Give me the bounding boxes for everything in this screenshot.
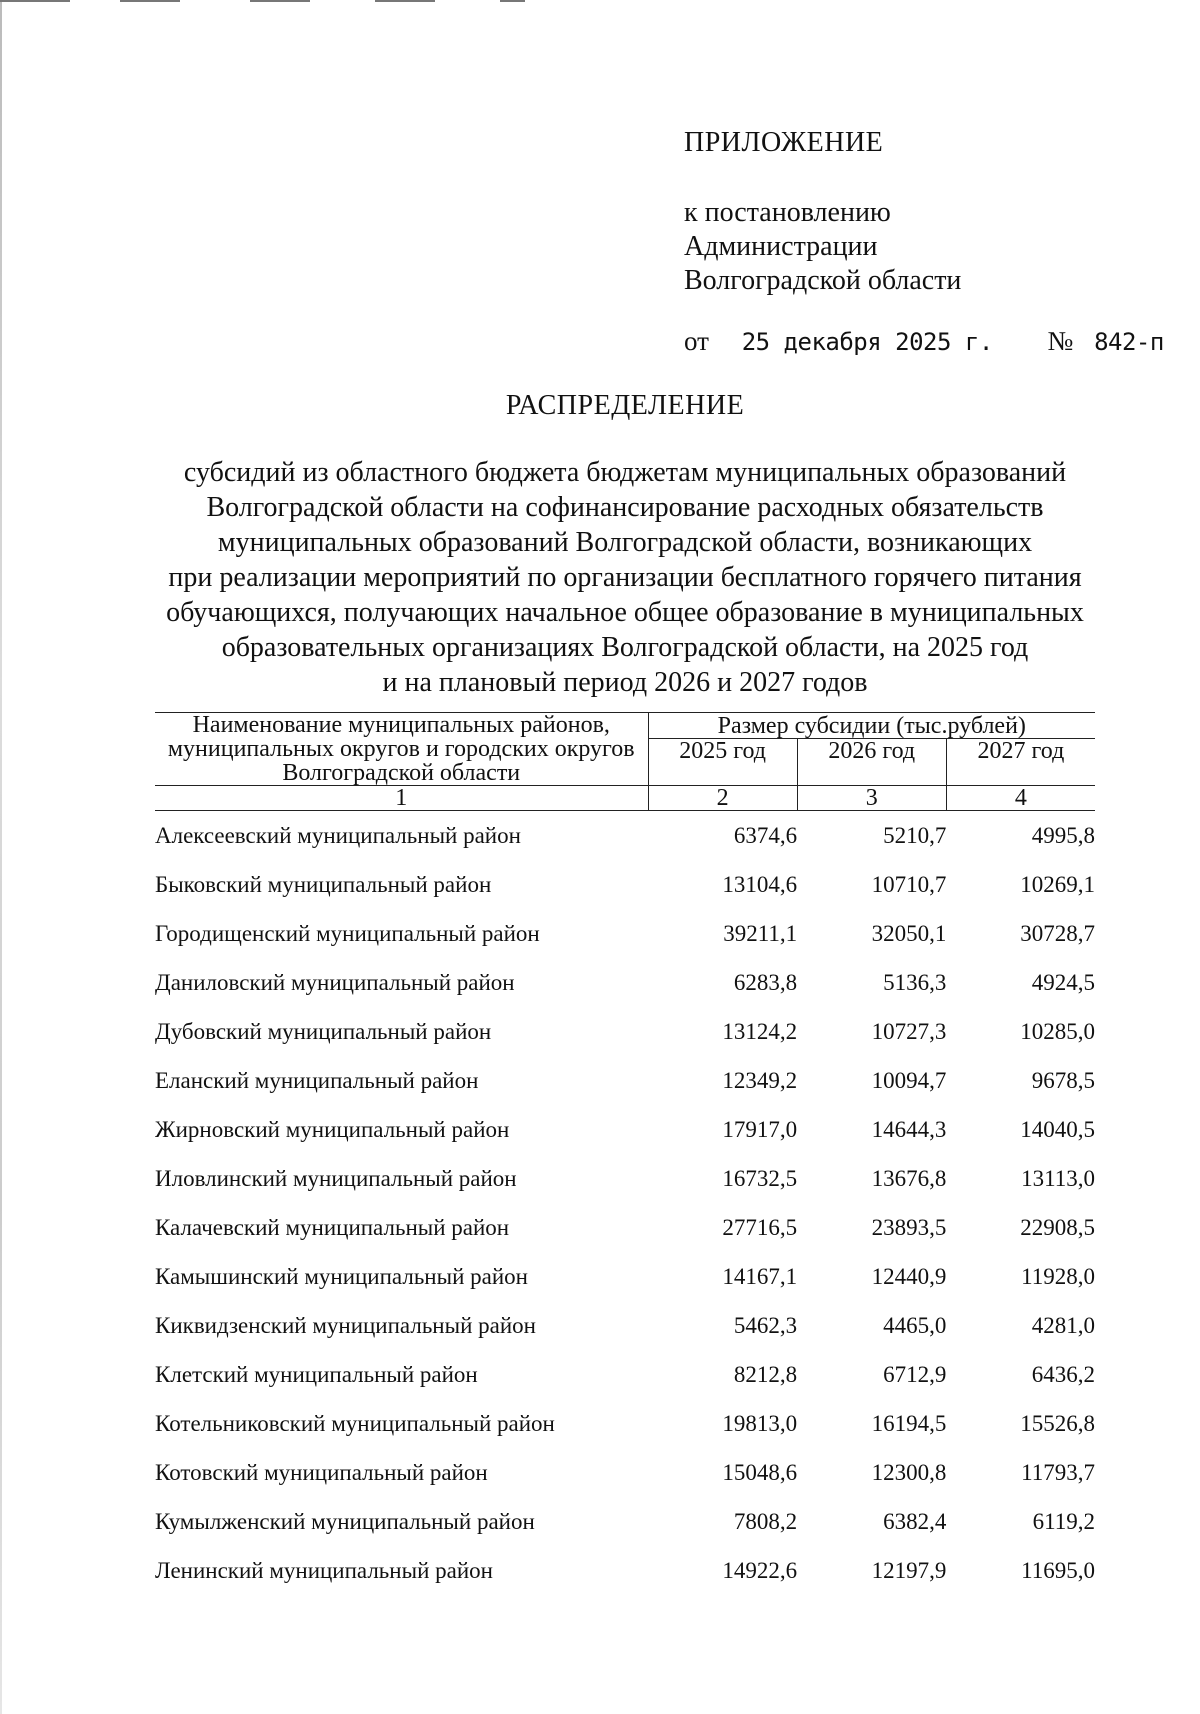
subsidy-group-header: Размер субсидии (тыс.рублей) [648,713,1095,739]
subsidy-2026: 14644,3 [871,1116,947,1142]
table-row [155,1546,1095,1595]
district-name: Камышинский муниципальный район [155,1263,528,1289]
table-row [155,1301,1095,1350]
subsidy-2026: 13676,8 [871,1165,947,1191]
scan-left-edge [0,0,2,1714]
subsidy-2026: 10727,3 [871,1018,947,1044]
subsidy-2026: 12300,8 [871,1459,947,1485]
year-header-2027: 2027 год [977,738,1065,764]
table-row [155,1154,1095,1203]
subsidy-2027: 4995,8 [1031,822,1095,848]
order-number: 842-п [1094,328,1164,356]
subsidy-2025: 14167,1 [722,1263,798,1289]
name-column-header [155,713,648,786]
scan-top-mark [375,0,435,2]
subsidy-2027: 6119,2 [1032,1508,1095,1534]
subsidy-2027: 4281,0 [1031,1312,1095,1338]
subsidy-2027: 22908,5 [1020,1214,1095,1240]
table-row [155,1007,1095,1056]
subsidy-2025: 7808,2 [733,1508,798,1534]
subsidy-2025: 15048,6 [722,1459,798,1485]
subsidy-2026: 5210,7 [883,822,947,848]
district-name: Калачевский муниципальный район [155,1214,510,1240]
subsidy-2027: 10285,0 [1020,1018,1095,1044]
subsidy-2026: 6382,4 [883,1508,947,1534]
column-number: 2 [648,786,797,811]
subsidy-2026: 6712,9 [883,1361,947,1387]
subsidy-2027: 30728,7 [1020,920,1095,946]
order-date: 25 декабря 2025 г. [741,328,993,356]
column-number: 1 [155,786,648,811]
table-row [155,1252,1095,1301]
district-name: Котовский муниципальный район [155,1459,488,1485]
subsidy-2025: 14922,6 [722,1557,798,1583]
subtitle-line: Волгоградской области на софинансирование расходных обязательств [206,492,1044,523]
table-row [155,958,1095,1007]
table-row [155,1203,1095,1252]
appendix-line: Волгоградской области [684,265,962,296]
subsidy-2025: 39211,1 [723,920,798,946]
district-name: Городищенский муниципальный район [155,920,540,946]
district-name: Быковский муниципальный район [155,871,492,897]
name-header-line: Наименование муниципальных районов, [192,712,610,738]
name-header-line: Волгоградской области [282,760,521,786]
subsidy-2025: 8212,8 [733,1361,798,1387]
subsidy-2025: 6283,8 [733,969,798,995]
subsidy-2025: 13124,2 [722,1018,798,1044]
subsidy-2026: 32050,1 [871,920,947,946]
subsidy-2026: 12440,9 [871,1263,947,1289]
column-number: 3 [797,786,946,811]
year-header-2026: 2026 год [797,739,946,786]
subsidy-2027: 11793,7 [1021,1459,1095,1485]
district-name: Жирновский муниципальный район [155,1116,510,1142]
district-name: Еланский муниципальный район [155,1067,479,1093]
table-row [155,860,1095,909]
district-name: Алексеевский муниципальный район [155,822,521,848]
scan-top-mark [120,0,180,2]
subsidy-2026: 10094,7 [871,1067,947,1093]
column-number: 4 [946,786,1095,811]
subsidy-2027: 11928,0 [1021,1263,1095,1289]
subsidy-2025: 13104,6 [722,871,798,897]
table-row [155,1497,1095,1546]
subtitle-line: обучающихся, получающих начальное общее образование в муниципальных [166,597,1084,628]
table-row [155,811,1095,861]
subsidy-2027: 6436,2 [1031,1361,1095,1387]
table-row [155,1399,1095,1448]
subsidy-2025: 16732,5 [722,1165,798,1191]
subsidy-2025: 17917,0 [722,1116,798,1142]
subtitle-line: субсидий из областного бюджета бюджетам муниципальных образований [183,457,1067,488]
subtitle-line: и на плановый период 2026 и 2027 годов [382,667,868,698]
subsidy-2027: 15526,8 [1020,1410,1095,1436]
subsidy-2027: 9678,5 [1031,1067,1095,1093]
appendix-title: ПРИЛОЖЕНИЕ [684,127,884,158]
subsidy-2026: 10710,7 [871,871,947,897]
subsidy-2026: 5136,3 [883,969,947,995]
subsidy-2026: 4465,0 [883,1312,947,1338]
district-name: Ленинский муниципальный район [155,1557,493,1583]
subsidy-2027: 10269,1 [1020,871,1095,897]
subsidy-2025: 12349,2 [722,1067,798,1093]
subsidy-2027: 14040,5 [1020,1116,1095,1142]
subsidy-2025: 5462,3 [733,1312,798,1338]
table-row [155,1105,1095,1154]
scan-top-mark [250,0,310,2]
order-from-label: от [684,326,709,356]
district-name: Киквидзенский муниципальный район [155,1312,536,1338]
document-title: РАСПРЕДЕЛЕНИЕ [505,390,745,421]
table-row [155,1350,1095,1399]
appendix-line: Администрации [684,231,878,262]
subsidy-2025: 27716,5 [722,1214,798,1240]
district-name: Дубовский муниципальный район [155,1018,492,1044]
table-row [155,909,1095,958]
scan-top-mark [0,0,70,2]
subsidy-2025: 19813,0 [722,1410,798,1436]
subtitle-line: муниципальных образований Волгоградской области, возникающих [217,527,1033,558]
year-header-2025: 2025 год [648,739,797,786]
table-row [155,1056,1095,1105]
name-header-line: муниципальных округов и городских округов [167,736,635,762]
district-name: Кумылженский муниципальный район [155,1508,535,1534]
subsidy-2025: 6374,6 [733,822,798,848]
scan-top-mark [500,0,525,2]
subsidy-2027: 11695,0 [1021,1557,1095,1583]
table-row [155,1448,1095,1497]
district-name: Котельниковский муниципальный район [155,1410,555,1436]
order-reference [684,326,1164,357]
subsidy-2026: 23893,5 [871,1214,947,1240]
subsidy-2026: 16194,5 [871,1410,947,1436]
subtitle-line: образовательных организациях Волгоградской области, на 2025 год [221,632,1029,663]
district-name: Иловлинский муниципальный район [155,1165,517,1191]
appendix-line: к постановлению [684,197,891,228]
district-name: Клетский муниципальный район [155,1361,478,1387]
document-subtitle [130,455,1120,700]
order-number-label: № [1047,326,1074,356]
subsidy-table [155,712,1095,1595]
subsidy-2026: 12197,9 [871,1557,947,1583]
subsidy-2027: 13113,0 [1021,1165,1095,1191]
subsidy-2027: 4924,5 [1031,969,1095,995]
subtitle-line: при реализации мероприятий по организации бесплатного горячего питания [168,562,1082,593]
appendix-block [684,126,961,298]
district-name: Даниловский муниципальный район [155,969,515,995]
